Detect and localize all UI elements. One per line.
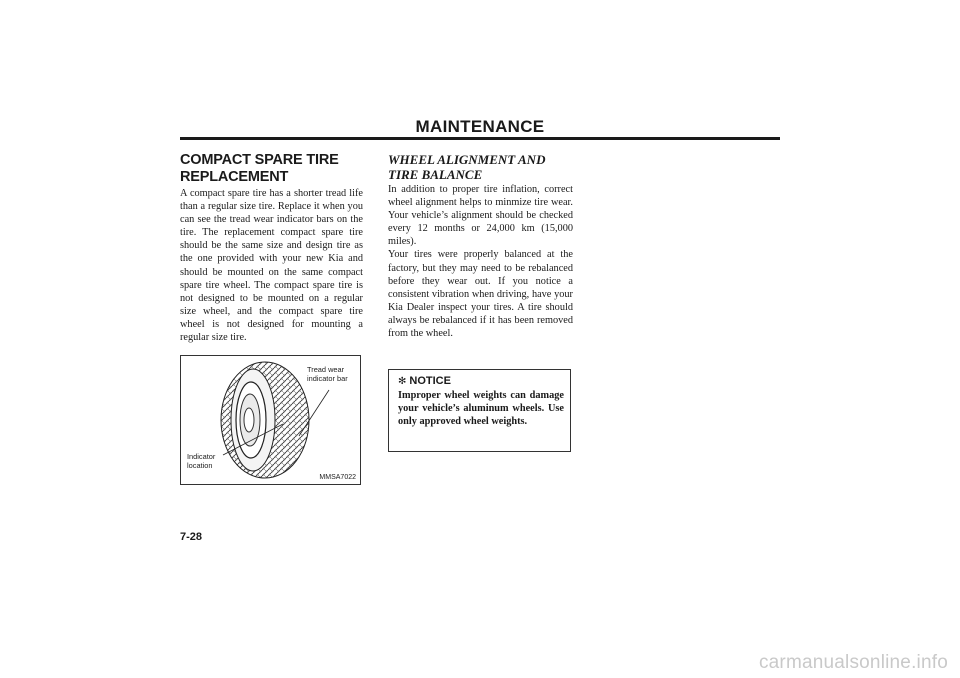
asterisk-icon: ✻ [398,376,407,387]
notice-text: Improper wheel weights can damage your vehicle’s aluminum wheels. Use only approved wheel weights. [398,390,564,427]
header-rule [180,137,780,140]
compact-spare-body: A compact spare tire has a shorter tread life than a regular size tire. Replace it when you can see the tread wear indicator bars on the tire. The replacement compact spare tire should be the same size and design tire as the one provided with your new Kia and should be mounted on the same compact spare tire wheel. The compact spare tire is not designed to be mounted on a regular size wheel, and the compact spare tire wheel is not designed for mounting a regular size tire. [180,188,363,344]
compact-spare-section [180,152,363,344]
figure-code: MMSA7022 [319,474,356,481]
notice-box [388,369,571,452]
watermark: carmanualsonline.info [758,652,948,673]
indicator-location-label: Indicator location [187,452,216,470]
hub [244,408,254,432]
page-number: 7-28 [180,531,203,543]
wheel-alignment-body-2: Your tires were properly balanced at the factory, but they may need to be rebalanced before they wear out. If you notice a consistent vibration when driving, have your Kia Dealer inspect your tires. A tire should always be rebalanced if it has been removed from the wheel. [388,249,573,340]
notice-title-text: NOTICE [409,375,451,387]
section-title: MAINTENANCE [415,117,545,136]
compact-spare-heading: COMPACT SPARE TIRE REPLACEMENT [180,152,339,185]
tire-figure [180,355,361,485]
notice-title [398,375,564,388]
tread-wear-label: Tread wear indicator bar [307,365,348,383]
wheel-alignment-section [388,152,573,340]
wheel-alignment-body-1: In addition to proper tire inflation, correct wheel alignment helps to minmize tire wear. Your vehicle’s alignment should be checked every 12 months or 24,000 km (15,000 miles). [388,184,573,248]
wheel-alignment-heading: WHEEL ALIGNMENT AND TIRE BALANCE [388,152,546,182]
